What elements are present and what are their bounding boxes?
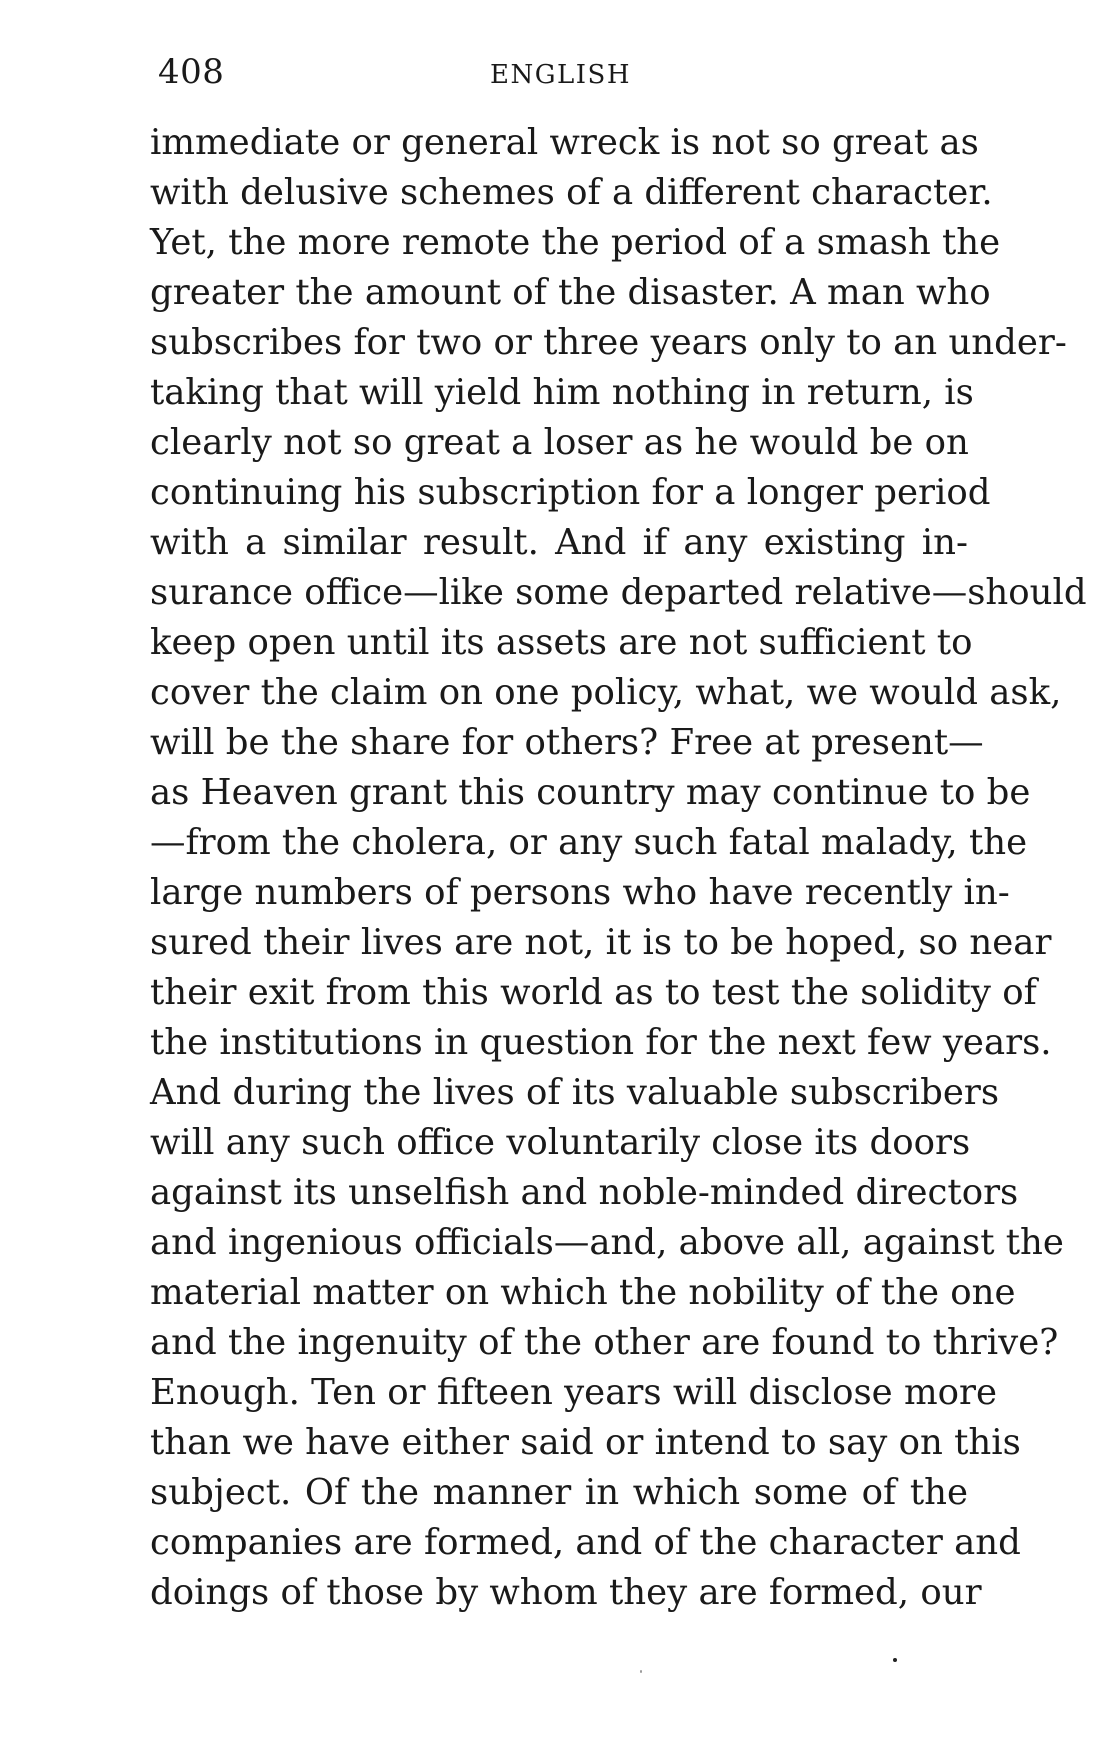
print-speck xyxy=(640,1670,642,1673)
running-head: ENGLISH xyxy=(490,60,632,90)
text-line: doings of those by whom they are formed, our xyxy=(150,1572,982,1613)
text-line: than we have either said or intend to say on this xyxy=(150,1422,1021,1463)
text-line: Enough. Ten or fifteen years will disclose more xyxy=(150,1372,997,1413)
text-line: Yet, the more remote the period of a smash the xyxy=(150,222,1001,263)
text-line: material matter on which the nobility of the one xyxy=(150,1272,1016,1313)
page-number: 408 xyxy=(158,52,225,92)
text-line: their exit from this world as to test the solidity of xyxy=(150,972,1037,1013)
text-line: will any such office voluntarily close its doors xyxy=(150,1122,971,1163)
text-line: subscribes for two or three years only to an under- xyxy=(150,322,1067,363)
text-line: with a similar result. And if any existing in- xyxy=(150,522,968,563)
text-line: companies are formed, and of the character and xyxy=(150,1522,1021,1563)
text-line: large numbers of persons who have recently in- xyxy=(150,872,1010,913)
text-line: taking that will yield him nothing in return, is xyxy=(150,372,974,413)
text-line: cover the claim on one policy, what, we would ask, xyxy=(150,672,1062,713)
print-speck xyxy=(893,1658,897,1662)
text-line: clearly not so great a loser as he would be on xyxy=(150,422,969,463)
page-header xyxy=(150,52,970,102)
text-line: —from the cholera, or any such fatal malady, the xyxy=(150,822,1028,863)
text-line: and the ingenuity of the other are found to thrive? xyxy=(150,1322,1059,1363)
text-line: sured their lives are not, it is to be hoped, so near xyxy=(150,922,1052,963)
text-line: greater the amount of the disaster. A man who xyxy=(150,272,991,313)
text-line: and ingenious officials—and, above all, against the xyxy=(150,1222,1064,1263)
text-line: the institutions in question for the next few years. xyxy=(150,1022,1052,1063)
text-line: surance office—like some departed relative—should xyxy=(150,572,1087,613)
text-line: against its unselfish and noble-minded directors xyxy=(150,1172,1019,1213)
text-line: continuing his subscription for a longer period xyxy=(150,472,991,513)
text-line: subject. Of the manner in which some of the xyxy=(150,1472,968,1513)
text-line: as Heaven grant this country may continue to be xyxy=(150,772,1031,813)
text-line: with delusive schemes of a different character. xyxy=(150,172,993,213)
text-line: will be the share for others? Free at present— xyxy=(150,722,984,763)
body-text xyxy=(150,118,1087,1618)
text-line: keep open until its assets are not sufficient to xyxy=(150,622,973,663)
text-line: And during the lives of its valuable subscribers xyxy=(150,1072,1000,1113)
text-line: immediate or general wreck is not so great as xyxy=(150,122,979,163)
